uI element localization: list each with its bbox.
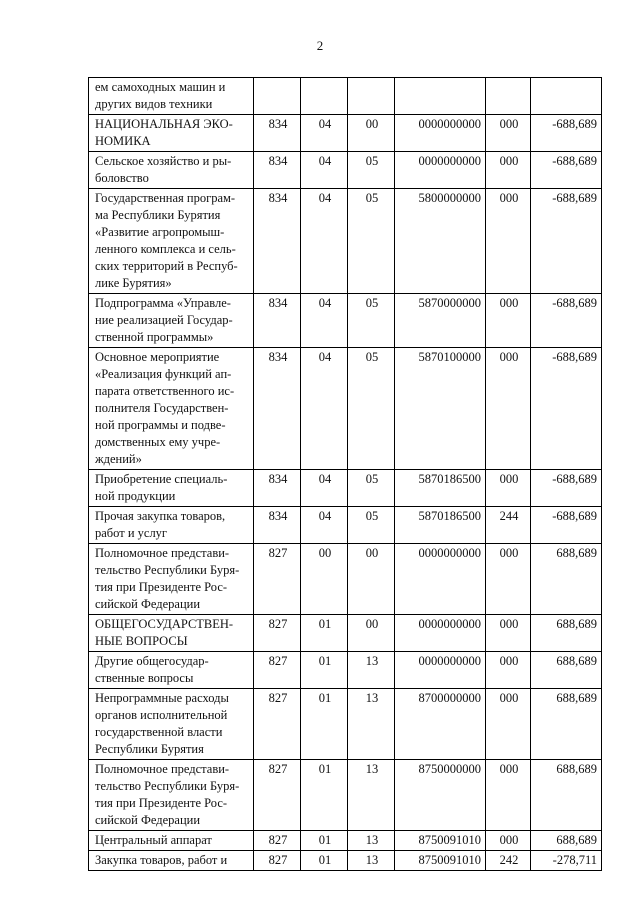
cell-target-article-code: 0000000000 bbox=[395, 115, 486, 152]
cell-amount: -688,689 bbox=[531, 348, 602, 470]
cell-target-article-code: 5870000000 bbox=[395, 294, 486, 348]
cell-expense-type-code: 000 bbox=[486, 831, 531, 851]
cell-row-name: Сельское хозяйство и ры- боловство bbox=[89, 152, 254, 189]
cell-target-article-code: 5870186500 bbox=[395, 470, 486, 507]
cell-expense-type-code: 000 bbox=[486, 294, 531, 348]
cell-row-name: Закупка товаров, работ и bbox=[89, 851, 254, 871]
cell-amount: -688,689 bbox=[531, 152, 602, 189]
cell-target-article-code: 8750000000 bbox=[395, 760, 486, 831]
cell-target-article-code: 5800000000 bbox=[395, 189, 486, 294]
cell-expense-type-code: 000 bbox=[486, 152, 531, 189]
cell-dept-code: 827 bbox=[254, 851, 301, 871]
cell-expense-type-code: 000 bbox=[486, 652, 531, 689]
cell-amount: 688,689 bbox=[531, 544, 602, 615]
cell-row-name: Непрограммные расходы органов исполнительной государственной власти Республики Бурятия bbox=[89, 689, 254, 760]
cell-target-article-code: 8700000000 bbox=[395, 689, 486, 760]
cell-target-article-code: 5870186500 bbox=[395, 507, 486, 544]
cell-target-article-code bbox=[395, 78, 486, 115]
cell-section-code: 04 bbox=[301, 348, 348, 470]
cell-expense-type-code: 000 bbox=[486, 189, 531, 294]
cell-subsection-code: 05 bbox=[348, 470, 395, 507]
cell-expense-type-code: 242 bbox=[486, 851, 531, 871]
page-number: 2 bbox=[316, 38, 324, 53]
table-row bbox=[89, 115, 602, 152]
cell-subsection-code: 13 bbox=[348, 760, 395, 831]
cell-subsection-code: 05 bbox=[348, 507, 395, 544]
cell-section-code: 04 bbox=[301, 189, 348, 294]
cell-amount: 688,689 bbox=[531, 615, 602, 652]
cell-amount bbox=[531, 78, 602, 115]
budget-table-body bbox=[89, 78, 602, 871]
table-row bbox=[89, 831, 602, 851]
table-row bbox=[89, 652, 602, 689]
cell-amount: -278,711 bbox=[531, 851, 602, 871]
cell-row-name: Подпрограмма «Управле- ние реализацией Государ- ственной программы» bbox=[89, 294, 254, 348]
cell-row-name: Полномочное представи- тельство Республики Буря- тия при Президенте Рос- сийской Федерации bbox=[89, 544, 254, 615]
cell-expense-type-code: 000 bbox=[486, 544, 531, 615]
cell-dept-code: 827 bbox=[254, 831, 301, 851]
table-row bbox=[89, 78, 602, 115]
cell-subsection-code: 05 bbox=[348, 152, 395, 189]
table-row bbox=[89, 507, 602, 544]
cell-row-name: Прочая закупка товаров, работ и услуг bbox=[89, 507, 254, 544]
table-row bbox=[89, 348, 602, 470]
cell-subsection-code: 00 bbox=[348, 544, 395, 615]
cell-section-code: 01 bbox=[301, 760, 348, 831]
cell-target-article-code: 8750091010 bbox=[395, 851, 486, 871]
cell-dept-code bbox=[254, 78, 301, 115]
cell-dept-code: 834 bbox=[254, 189, 301, 294]
cell-subsection-code: 00 bbox=[348, 115, 395, 152]
cell-dept-code: 834 bbox=[254, 152, 301, 189]
cell-expense-type-code: 000 bbox=[486, 689, 531, 760]
cell-dept-code: 834 bbox=[254, 470, 301, 507]
cell-section-code: 01 bbox=[301, 652, 348, 689]
cell-section-code bbox=[301, 78, 348, 115]
cell-subsection-code bbox=[348, 78, 395, 115]
cell-section-code: 04 bbox=[301, 507, 348, 544]
cell-subsection-code: 13 bbox=[348, 851, 395, 871]
cell-row-name: НАЦИОНАЛЬНАЯ ЭКО- НОМИКА bbox=[89, 115, 254, 152]
cell-section-code: 01 bbox=[301, 615, 348, 652]
cell-expense-type-code: 244 bbox=[486, 507, 531, 544]
cell-row-name: Другие общегосудар- ственные вопросы bbox=[89, 652, 254, 689]
cell-target-article-code: 5870100000 bbox=[395, 348, 486, 470]
table-row bbox=[89, 470, 602, 507]
cell-subsection-code: 05 bbox=[348, 294, 395, 348]
cell-amount: -688,689 bbox=[531, 115, 602, 152]
cell-dept-code: 827 bbox=[254, 544, 301, 615]
cell-amount: -688,689 bbox=[531, 470, 602, 507]
cell-target-article-code: 0000000000 bbox=[395, 152, 486, 189]
cell-dept-code: 834 bbox=[254, 348, 301, 470]
cell-expense-type-code: 000 bbox=[486, 115, 531, 152]
cell-dept-code: 834 bbox=[254, 507, 301, 544]
cell-row-name: Основное мероприятие «Реализация функций ап- парата ответственного ис- полнителя Государствен- ной программы и подве- домственных ему учре- ждений» bbox=[89, 348, 254, 470]
cell-section-code: 00 bbox=[301, 544, 348, 615]
cell-dept-code: 827 bbox=[254, 689, 301, 760]
cell-dept-code: 834 bbox=[254, 294, 301, 348]
cell-amount: 688,689 bbox=[531, 652, 602, 689]
cell-target-article-code: 8750091010 bbox=[395, 831, 486, 851]
cell-target-article-code: 0000000000 bbox=[395, 544, 486, 615]
cell-expense-type-code: 000 bbox=[486, 615, 531, 652]
cell-expense-type-code bbox=[486, 78, 531, 115]
cell-section-code: 01 bbox=[301, 689, 348, 760]
cell-section-code: 04 bbox=[301, 115, 348, 152]
cell-expense-type-code: 000 bbox=[486, 760, 531, 831]
cell-expense-type-code: 000 bbox=[486, 348, 531, 470]
cell-amount: 688,689 bbox=[531, 689, 602, 760]
cell-dept-code: 834 bbox=[254, 115, 301, 152]
cell-amount: -688,689 bbox=[531, 189, 602, 294]
cell-dept-code: 827 bbox=[254, 615, 301, 652]
cell-amount: -688,689 bbox=[531, 507, 602, 544]
cell-amount: -688,689 bbox=[531, 294, 602, 348]
cell-section-code: 04 bbox=[301, 152, 348, 189]
cell-subsection-code: 13 bbox=[348, 652, 395, 689]
cell-subsection-code: 05 bbox=[348, 189, 395, 294]
cell-subsection-code: 13 bbox=[348, 689, 395, 760]
cell-row-name: Центральный аппарат bbox=[89, 831, 254, 851]
table-row bbox=[89, 152, 602, 189]
table-row bbox=[89, 544, 602, 615]
cell-row-name: Государственная програм- ма Республики Бурятия «Развитие агропромыш- ленного комплекса и сель- ских территорий в Респуб- лике Бурятия» bbox=[89, 189, 254, 294]
table-row bbox=[89, 851, 602, 871]
cell-row-name: ОБЩЕГОСУДАРСТВЕН- НЫЕ ВОПРОСЫ bbox=[89, 615, 254, 652]
cell-section-code: 01 bbox=[301, 851, 348, 871]
cell-row-name: ем самоходных машин и других видов техники bbox=[89, 78, 254, 115]
cell-section-code: 04 bbox=[301, 470, 348, 507]
budget-table bbox=[88, 77, 602, 871]
cell-dept-code: 827 bbox=[254, 760, 301, 831]
cell-subsection-code: 13 bbox=[348, 831, 395, 851]
table-row bbox=[89, 760, 602, 831]
table-row bbox=[89, 689, 602, 760]
cell-dept-code: 827 bbox=[254, 652, 301, 689]
cell-subsection-code: 00 bbox=[348, 615, 395, 652]
cell-expense-type-code: 000 bbox=[486, 470, 531, 507]
cell-section-code: 01 bbox=[301, 831, 348, 851]
table-row bbox=[89, 615, 602, 652]
cell-amount: 688,689 bbox=[531, 760, 602, 831]
cell-subsection-code: 05 bbox=[348, 348, 395, 470]
table-row bbox=[89, 294, 602, 348]
cell-row-name: Приобретение специаль- ной продукции bbox=[89, 470, 254, 507]
cell-row-name: Полномочное представи- тельство Республики Буря- тия при Президенте Рос- сийской Федерации bbox=[89, 760, 254, 831]
table-row bbox=[89, 189, 602, 294]
cell-amount: 688,689 bbox=[531, 831, 602, 851]
cell-section-code: 04 bbox=[301, 294, 348, 348]
cell-target-article-code: 0000000000 bbox=[395, 652, 486, 689]
cell-target-article-code: 0000000000 bbox=[395, 615, 486, 652]
